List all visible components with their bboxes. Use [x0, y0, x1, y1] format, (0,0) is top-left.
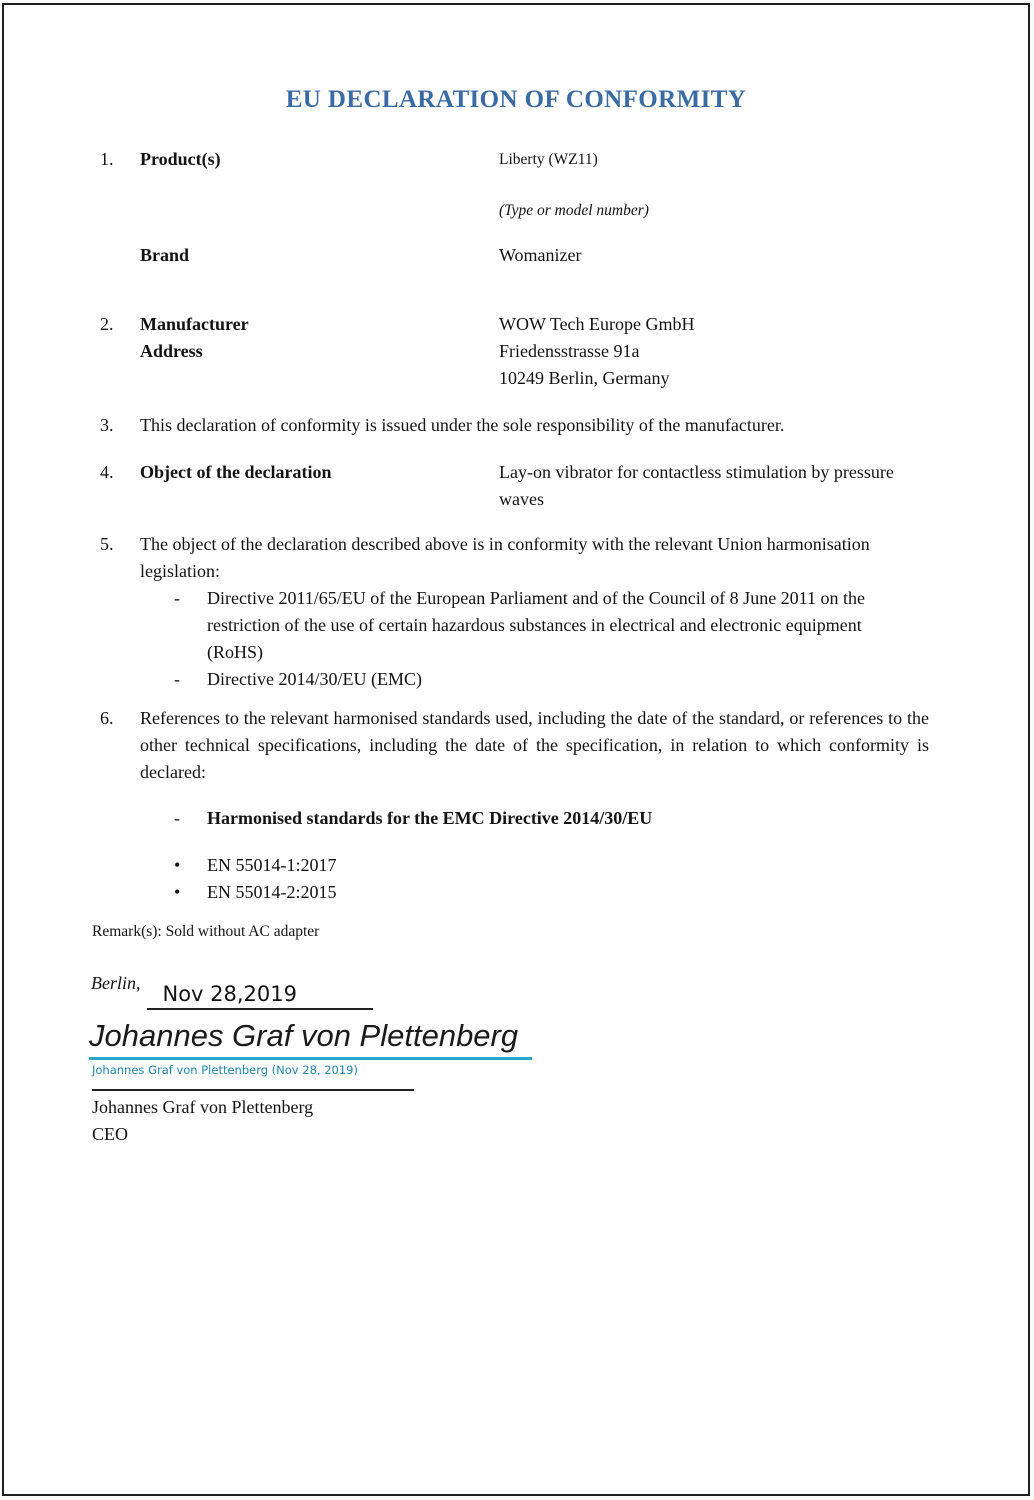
signature-script: Johannes Graf von Plettenberg [89, 1018, 532, 1060]
item6-number: 6. [100, 708, 114, 728]
place-label: Berlin, [91, 973, 141, 993]
address-city: 10249 Berlin, Germany [499, 368, 670, 388]
signature-line [92, 1089, 414, 1091]
brand-value: Womanizer [499, 245, 582, 265]
directive-item [174, 585, 929, 666]
product-value: Liberty (WZ11) [499, 151, 598, 168]
standards-intro: References to the relevant harmonised standards used, including the date of the standard, or references to the other technical specifications, including the date of the specification, in relation to which conformity is declared: [140, 708, 929, 782]
product-label: Product(s) [140, 149, 221, 169]
standards-list [140, 852, 929, 906]
type-note: (Type or model number) [499, 202, 649, 219]
manufacturer-name: WOW Tech Europe GmbH [499, 314, 695, 334]
brand-label: Brand [140, 245, 190, 265]
standards-heading: Harmonised standards for the EMC Directive 2014/30/EU [207, 808, 653, 828]
signature-caption: Johannes Graf von Plettenberg (Nov 28, 2019) [92, 1063, 358, 1077]
object-label: Object of the declaration [140, 462, 332, 482]
date-underline [147, 982, 373, 1010]
bullet-icon: • [174, 882, 181, 902]
section-manufacturer [100, 311, 929, 392]
dash-marker: - [174, 588, 180, 608]
section-legislation [100, 531, 929, 693]
item1-number: 1. [100, 149, 114, 169]
object-value: Lay-on vibrator for contactless stimulation by pressure waves [499, 462, 894, 509]
directive-item [174, 666, 929, 693]
standards-heading-row [174, 805, 929, 832]
standard-item [174, 852, 929, 879]
section-standards [100, 705, 929, 906]
signer-title: CEO [92, 1124, 128, 1144]
directive-rohs-text: Directive 2011/65/EU of the European Parliament and of the Council of 8 June 2011 on the restriction of the use of certain hazardous substances in electrical and electronic equipment (RoHS) [207, 588, 866, 662]
section-object [100, 459, 929, 513]
manufacturer-label: Manufacturer [140, 314, 249, 334]
dash-marker: - [174, 808, 180, 828]
directive-emc-text: Directive 2014/30/EU (EMC) [207, 669, 422, 689]
address-label: Address [140, 341, 203, 361]
responsibility-text: This declaration of conformity is issued under the sole responsibility of the manufacturer. [140, 415, 785, 435]
legislation-intro: The object of the declaration described above is in conformity with the relevant Union harmonisation legislation: [140, 534, 870, 581]
handwritten-date: Nov 28,2019 [162, 982, 298, 1006]
address-street: Friedensstrasse 91a [499, 341, 640, 361]
spacer [140, 197, 499, 224]
signer-name: Johannes Graf von Plettenberg [92, 1097, 314, 1117]
standard-text: EN 55014-1:2017 [207, 855, 337, 875]
standard-item [174, 879, 929, 906]
section-product [100, 146, 929, 269]
document-title: EU DECLARATION OF CONFORMITY [285, 86, 747, 113]
manufacturer-address-label [140, 311, 499, 392]
dash-marker: - [174, 669, 180, 689]
item4-number: 4. [100, 462, 114, 482]
bullet-icon: • [174, 855, 181, 875]
item2-number: 2. [100, 314, 114, 334]
document-page [2, 3, 1030, 1496]
item5-number: 5. [100, 534, 114, 554]
date-line [91, 973, 1028, 1010]
section-responsibility [100, 412, 929, 439]
standard-text: EN 55014-2:2015 [207, 882, 337, 902]
remark-text: Remark(s): Sold without AC adapter [92, 923, 320, 940]
item3-number: 3. [100, 415, 114, 435]
manufacturer-address-value [499, 311, 929, 392]
